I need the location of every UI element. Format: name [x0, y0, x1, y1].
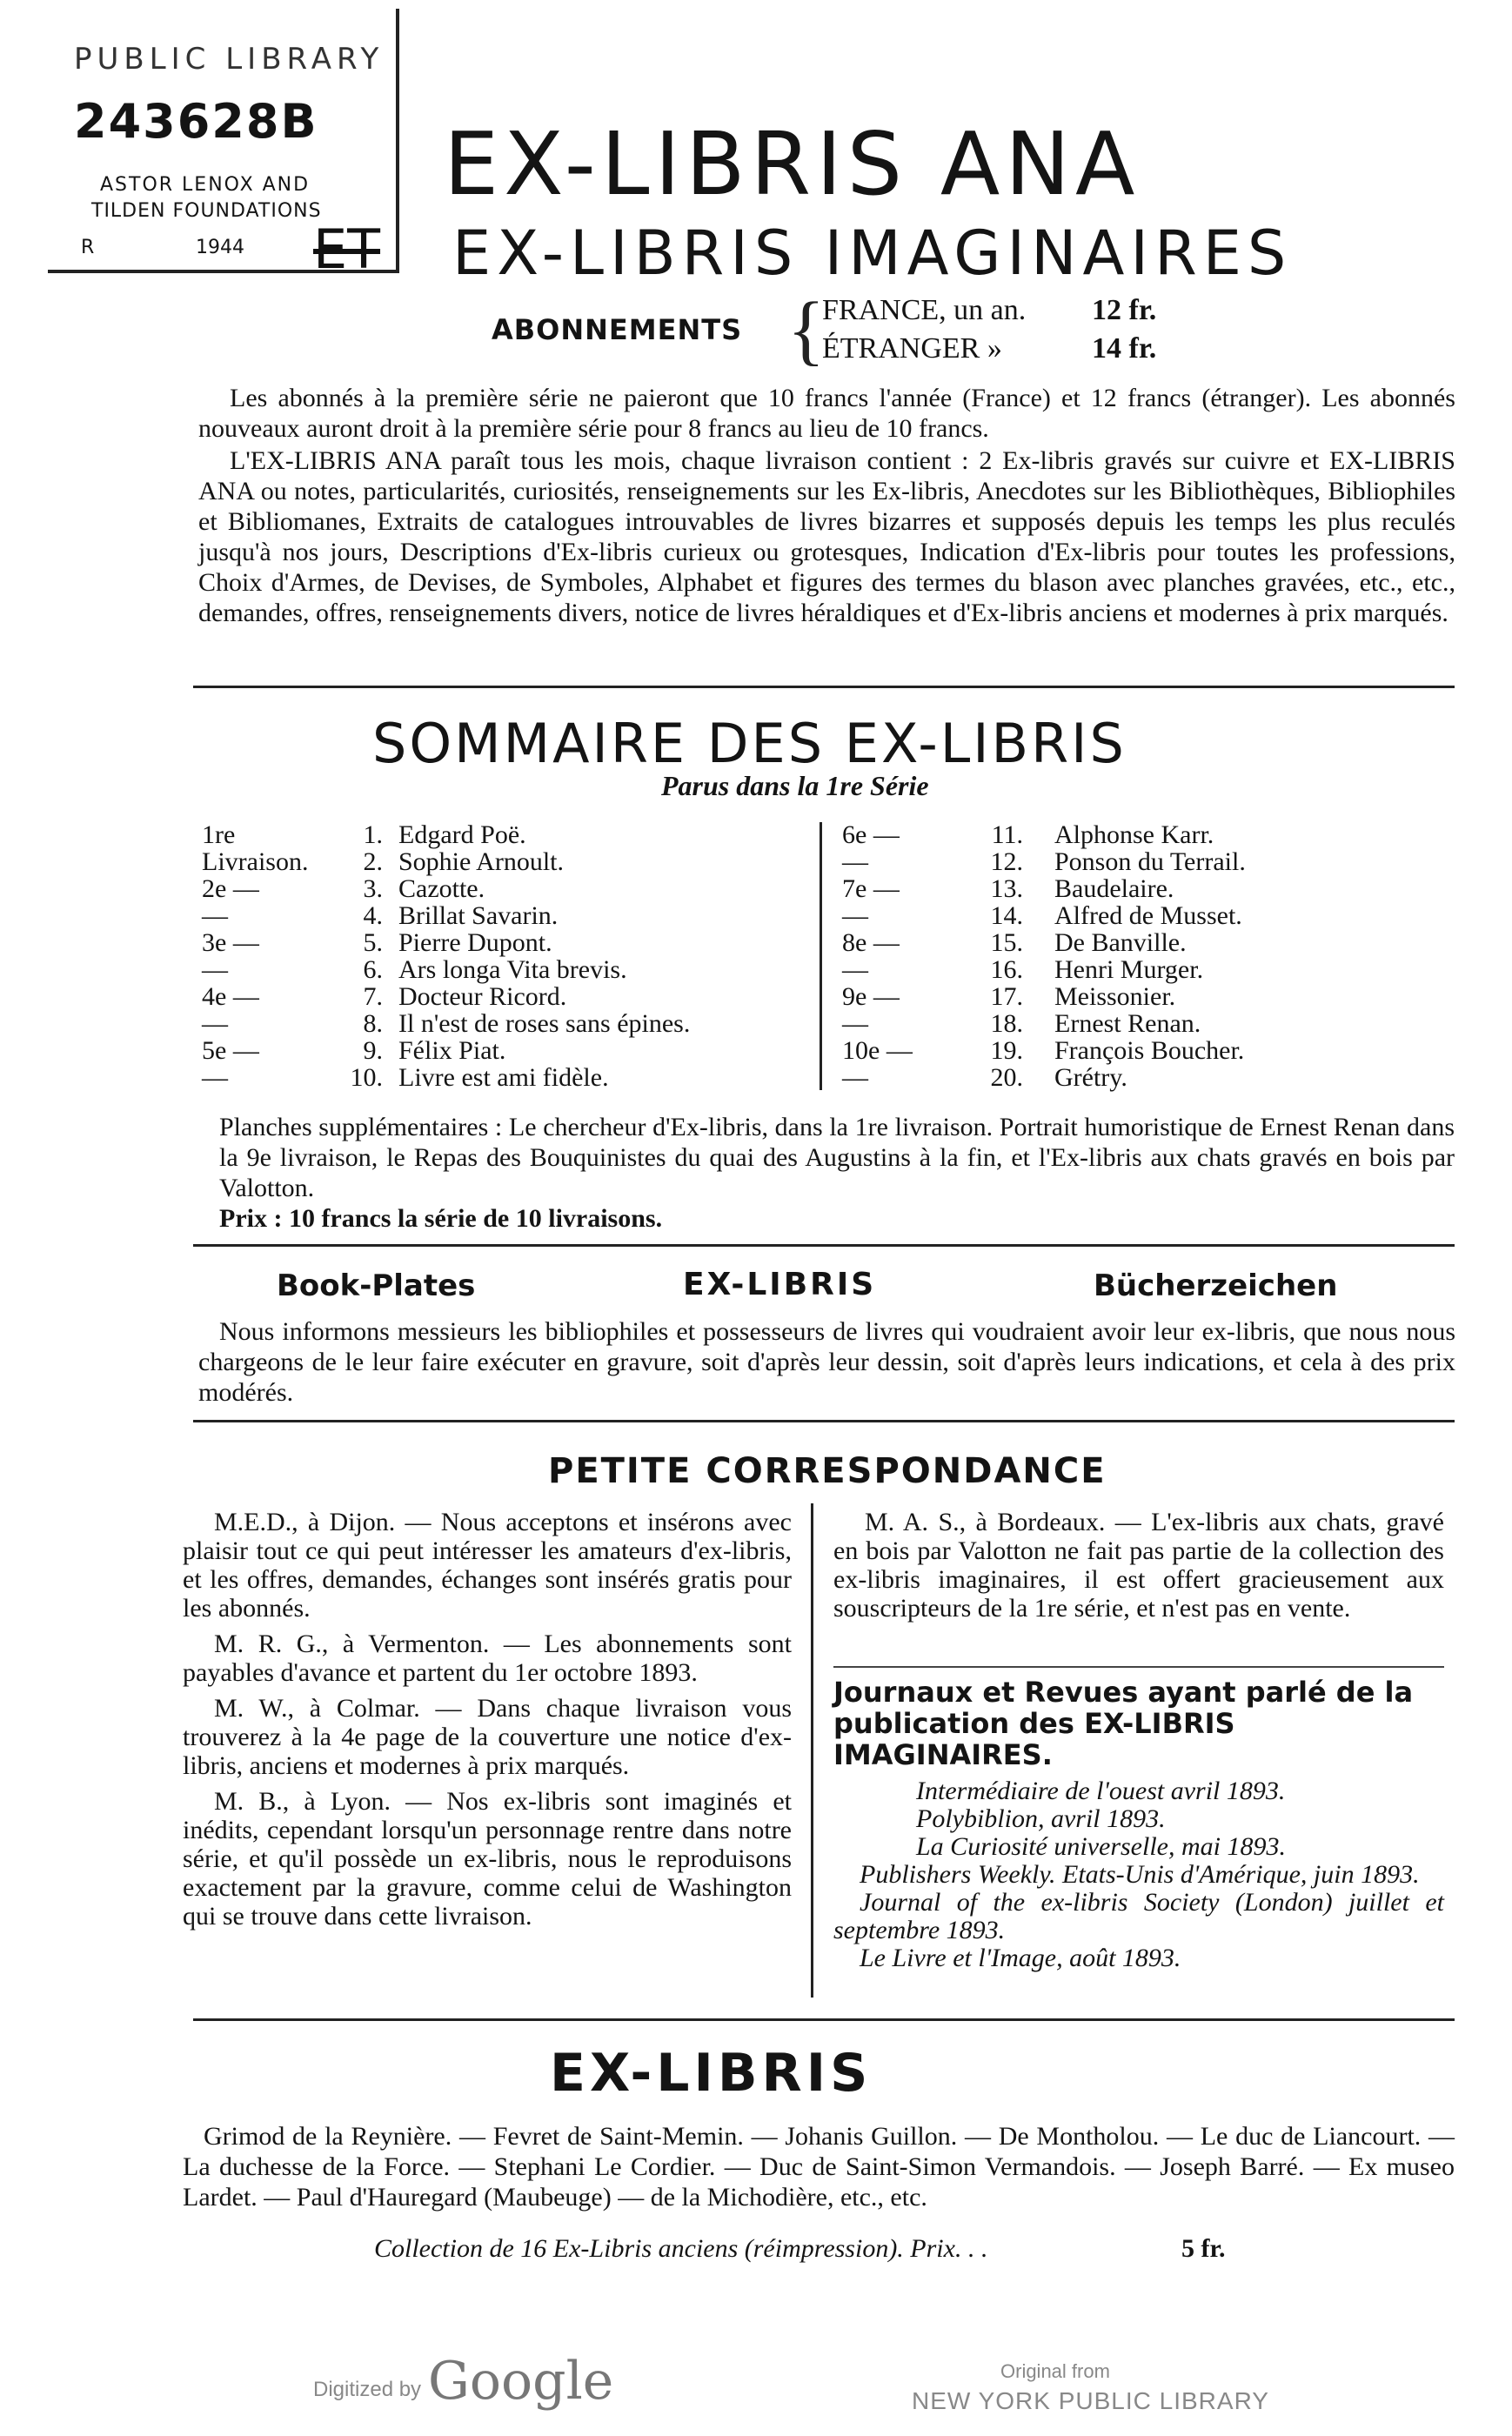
sommaire-livraison: —	[202, 901, 228, 930]
bookplates-text: Nous informons messieurs les bibliophiles et possesseurs de livres qui voudraient avoir leur ex-libris, que nous nous chargeons de le leur faire exécuter en gravure, soit d'après leur dessin, soit d'après leurs indications, et cela à des prix modérés.	[198, 1317, 1455, 1407]
sommaire-subtitle: Parus dans la 1re Série	[661, 770, 929, 801]
sommaire-livraison: —	[842, 901, 868, 930]
collection-text: Collection de 16 Ex-Libris anciens (réimpression). Prix. . .	[374, 2234, 988, 2263]
sommaire-name: Henri Murger.	[1054, 955, 1204, 984]
france-label: FRANCE, un an.	[822, 294, 1027, 326]
correspondance-entry: M. R. G., à Vermenton. — Les abonnements sont payables d'avance et partent du 1er octobre 1893.	[183, 1630, 792, 1687]
stamp-year: 1944	[196, 237, 244, 258]
sommaire-name: Baudelaire.	[1054, 874, 1174, 903]
sommaire-title: SOMMAIRE DES EX-LIBRIS	[372, 712, 1127, 775]
sommaire-livraison: 2e —	[202, 874, 259, 903]
title-et: ET	[313, 218, 381, 281]
sommaire-name: Alfred de Musset.	[1054, 901, 1242, 930]
sommaire-name: Pierre Dupont.	[398, 928, 552, 957]
france-price: 12 fr.	[1092, 294, 1157, 326]
sommaire-livraison: —	[202, 1009, 228, 1038]
sommaire-livraison: 7e —	[842, 874, 900, 903]
sommaire-name: Ars longa Vita brevis.	[398, 955, 627, 984]
correspondance-right-column	[833, 1508, 1444, 1630]
sommaire-number: 16.	[990, 955, 1023, 984]
planches-text: Planches supplémentaires : Le chercheur d'Ex-libris, dans la 1re livraison. Portrait humoristique de Ernest Renan dans la 9e livraison, le Repas des Bouquinistes du quai des Augustins à la fin, et l'Ex-libris aux chats gravés en bois par Valotton.	[219, 1113, 1455, 1202]
journal-item: Publishers Weekly. Etats-Unis d'Amérique, juin 1893.	[860, 1860, 1420, 1889]
sommaire-number: 4.	[363, 901, 383, 930]
sommaire-livraison: 1re	[202, 820, 236, 849]
sommaire-name: Brillat Savarin.	[398, 901, 559, 930]
sommaire-number: 14.	[990, 901, 1023, 930]
sommaire-livraison: 5e —	[202, 1036, 259, 1065]
intro-text: Les abonnés à la première série ne paieront que 10 francs l'année (France) et 12 francs (étranger). Les abonnés nouveaux auront droit à la première série pour 8 francs au lieu de 10 francs.	[198, 384, 1455, 443]
sommaire-livraison: 3e —	[202, 928, 259, 957]
divider	[193, 2018, 1455, 2021]
sommaire-livraison: Livraison.	[202, 847, 309, 876]
abonnements-label: ABONNEMENTS	[492, 313, 743, 346]
sommaire-livraison: —	[202, 1063, 228, 1092]
sommaire-name: Ernest Renan.	[1054, 1009, 1201, 1038]
sommaire-name: Docteur Ricord.	[398, 982, 567, 1011]
etranger-price: 14 fr.	[1092, 332, 1157, 365]
sommaire-number: 15.	[990, 928, 1023, 957]
divider	[833, 1666, 1444, 1668]
sommaire-number: 9.	[363, 1036, 383, 1065]
sommaire-name: Meissonier.	[1054, 982, 1176, 1011]
sommaire-name: Cazotte.	[398, 874, 485, 903]
stamp-number: 243628B	[74, 94, 318, 149]
sommaire-name: François Boucher.	[1054, 1036, 1245, 1065]
sommaire-number: 12.	[990, 847, 1023, 876]
sommaire-name: Grétry.	[1054, 1063, 1127, 1092]
divider	[193, 1420, 1455, 1422]
description-text: L'EX-LIBRIS ANA paraît tous les mois, chaque livraison contient : 2 Ex-libris gravés sur cuivre et EX-LIBRIS ANA ou notes, particularités, curiosités, renseignements sur les Ex-libris, Anecdotes sur les Bibliothèques, Bibliophiles et Bibliomanes, Extraits de catalogues introuvables de livres bizarres et supposés depuis les temps les plus reculés jusqu'à nos jours, Descriptions d'Ex-libris curieux ou grotesques, Indication d'Ex-libris pour toutes les professions, Choix d'Armes, de Devises, de Symboles, Alphabet et figures des termes du blason avec planches gravées, etc., etc., demandes, offres, renseignements divers, notice de livres héraldiques et d'Ex-libris anciens et modernes à prix marqués.	[198, 446, 1455, 627]
correspondance-left-column	[183, 1508, 792, 1937]
correspondance-entry: M.E.D., à Dijon. — Nous acceptons et insérons avec plaisir tout ce qui peut intéresser les amateurs d'ex-libris, et les offres, demandes, échanges sont insérés gratis pour les abonnés.	[183, 1508, 792, 1623]
column-divider	[820, 822, 822, 1090]
sommaire-number: 5.	[363, 928, 383, 957]
sommaire-name: Ponson du Terrail.	[1054, 847, 1246, 876]
sommaire-number: 7.	[363, 982, 383, 1011]
google-logo: Google	[428, 2351, 614, 2412]
sommaire-livraison: —	[842, 1009, 868, 1038]
bucherzeichen-label: Bücherzeichen	[1094, 1268, 1338, 1303]
prix-text: Prix : 10 francs la série de 10 livraisons.	[219, 1204, 663, 1233]
exlibris-section-title: EX-LIBRIS	[550, 2043, 873, 2104]
sommaire-livraison: 4e —	[202, 982, 259, 1011]
library-label: NEW YORK PUBLIC LIBRARY	[912, 2387, 1269, 2414]
sommaire-number: 18.	[990, 1009, 1023, 1038]
title-ex-libris-ana: EX-LIBRIS ANA	[444, 113, 1141, 215]
brace-icon: {	[787, 287, 826, 373]
digitized-by-label: Digitized by	[313, 2378, 422, 2401]
sommaire-number: 8.	[363, 1009, 383, 1038]
sommaire-livraison: 6e —	[842, 820, 900, 849]
sommaire-livraison: —	[842, 847, 868, 876]
sommaire-livraison: —	[202, 955, 228, 984]
divider	[193, 1244, 1455, 1247]
journal-item: Le Livre et l'Image, août 1893.	[860, 1944, 1181, 1972]
stamp-letter: R	[81, 237, 95, 258]
sommaire-number: 2.	[363, 847, 383, 876]
sommaire-name: Livre est ami fidèle.	[398, 1063, 609, 1092]
original-from-label: Original from	[1000, 2360, 1110, 2382]
sommaire-number: 19.	[990, 1036, 1023, 1065]
sommaire-livraison: 8e —	[842, 928, 900, 957]
sommaire-livraison: —	[842, 1063, 868, 1092]
title-ex-libris-imaginaires: EX-LIBRIS IMAGINAIRES	[452, 218, 1293, 289]
sommaire-name: Edgard Poë.	[398, 820, 526, 849]
correspondance-entry: M. A. S., à Bordeaux. — L'ex-libris aux chats, gravé en bois par Valotton ne fait pas partie de la collection des ex-libris imaginaires, il est offert gracieusement aux souscripteurs de la 1re série, et n'est pas en vente.	[833, 1508, 1444, 1623]
journaux-title: Journaux et Revues ayant parlé de la publication des EX-LIBRIS IMAGINAIRES.	[833, 1676, 1414, 1771]
sommaire-name: Il n'est de roses sans épines.	[398, 1009, 691, 1038]
collection-price: 5 fr.	[1181, 2234, 1226, 2263]
bookplates-label: Book-Plates	[277, 1268, 476, 1303]
correspondance-entry: M. B., à Lyon. — Nos ex-libris sont imaginés et inédits, cependant lorsqu'un personnage rentre dans notre série, et qu'il possède un ex-libris, nous le reproduisons exactement par la gravure, comme celui de Washington qui se trouve dans cette livraison.	[183, 1787, 792, 1931]
journaux-list	[833, 1777, 1444, 1972]
journal-item: La Curiosité universelle, mai 1893.	[916, 1832, 1286, 1861]
journal-item: Journal of the ex-libris Society (London) juillet et septembre 1893.	[833, 1888, 1444, 1944]
sommaire-name: De Banville.	[1054, 928, 1187, 957]
sommaire-number: 17.	[990, 982, 1023, 1011]
sommaire-name: Alphonse Karr.	[1054, 820, 1214, 849]
sommaire-name: Félix Piat.	[398, 1036, 506, 1065]
exlibris-label: EX-LIBRIS	[683, 1267, 877, 1302]
sommaire-livraison: —	[842, 955, 868, 984]
sommaire-livraison: 10e —	[842, 1036, 913, 1065]
sommaire-number: 13.	[990, 874, 1023, 903]
stamp-line4: TILDEN FOUNDATIONS	[91, 200, 322, 222]
sommaire-number: 11.	[991, 820, 1023, 849]
correspondance-title: PETITE CORRESPONDANCE	[548, 1451, 1107, 1491]
sommaire-number: 20.	[990, 1063, 1023, 1092]
divider	[193, 686, 1455, 688]
journal-item: Polybiblion, avril 1893.	[916, 1804, 1166, 1833]
sommaire-livraison: 9e —	[842, 982, 900, 1011]
journal-item: Intermédiaire de l'ouest avril 1893.	[916, 1777, 1286, 1805]
stamp-line1: PUBLIC LIBRARY	[74, 42, 385, 77]
etranger-label: ÉTRANGER »	[822, 332, 1002, 365]
sommaire-name: Sophie Arnoult.	[398, 847, 565, 876]
sommaire-number: 10.	[350, 1063, 383, 1092]
sommaire-number: 3.	[363, 874, 383, 903]
stamp-line3: ASTOR LENOX AND	[100, 174, 311, 196]
column-divider	[811, 1503, 813, 1998]
sommaire-number: 1.	[363, 820, 383, 849]
correspondance-entry: M. W., à Colmar. — Dans chaque livraison vous trouverez à la 4e page de la couverture une notice d'ex-libris, anciens et modernes à prix marqués.	[183, 1694, 792, 1780]
exlibris-text: Grimod de la Reynière. — Fevret de Saint-Memin. — Johanis Guillon. — De Montholou. — Le duc de Liancourt. — La duchesse de la Force. — Stephani Le Cordier. — Duc de Saint-Simon Vermandois. — Joseph Barré. — Ex museo Lardet. — Paul d'Hauregard (Maubeuge) — de la Michodière, etc., etc.	[183, 2122, 1455, 2212]
sommaire-number: 6.	[363, 955, 383, 984]
